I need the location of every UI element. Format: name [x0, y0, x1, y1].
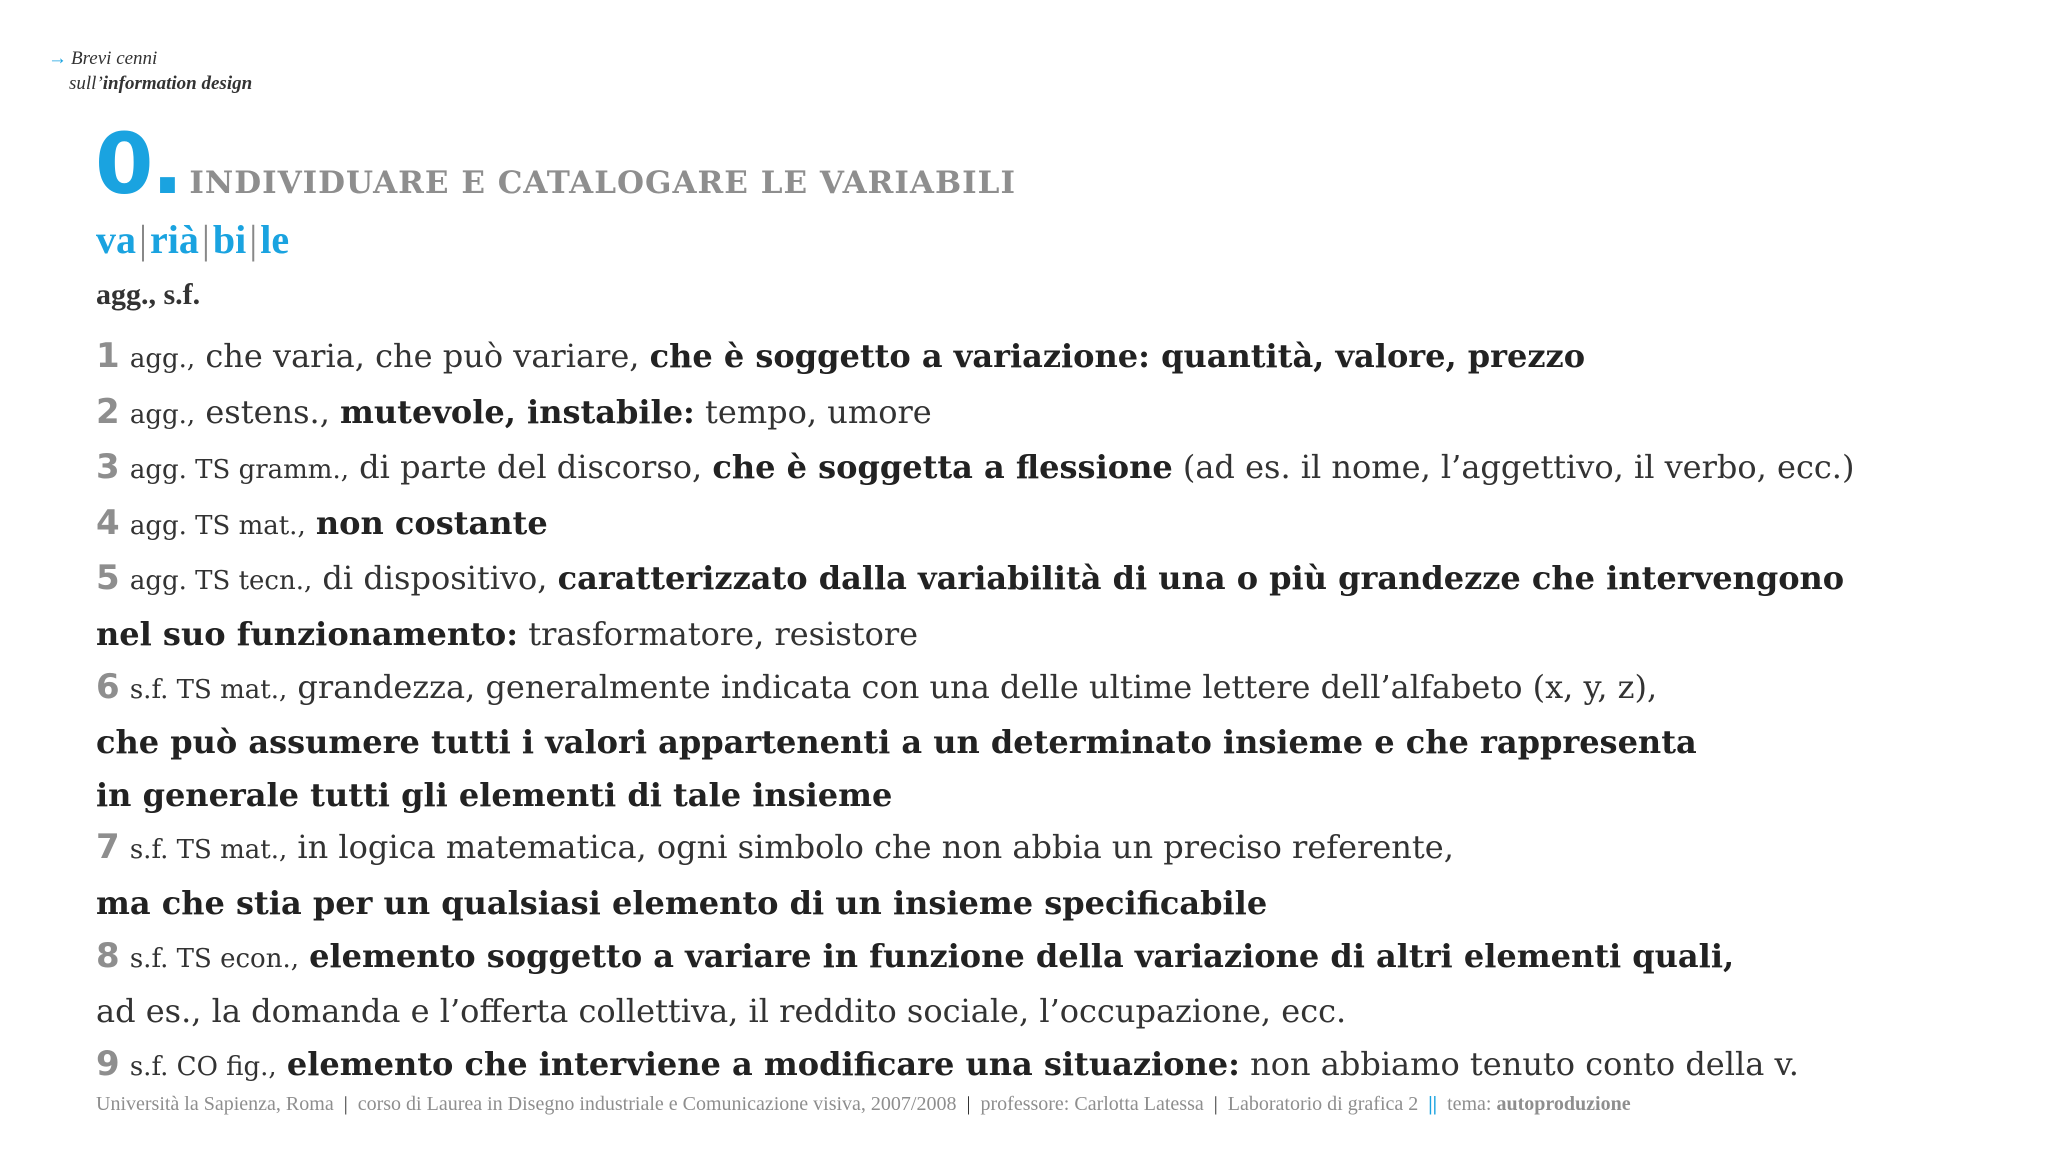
footer-university: Università la Sapienza, Roma: [96, 1093, 334, 1115]
definition-bold-text: che può assumere tutti i valori appartenenti a un determinato insieme e che rappresenta: [96, 723, 1697, 762]
definition-abbr: agg.,: [129, 344, 196, 374]
breadcrumb-prefix: sull’: [69, 73, 103, 94]
definition-item: [96, 930, 2016, 986]
definition-text: tempo, umore: [694, 392, 932, 431]
syllable: le: [260, 217, 290, 262]
syllable: rià: [150, 217, 199, 262]
definition-continuation: [96, 769, 2016, 822]
footer: Università la Sapienza, Roma | corso di Laurea in Disegno industriale e Comunicazione visiva, 2007/2008 | professore: Carlotta Latessa | Laboratorio di grafica 2 || tema: autoproduzione: [96, 1093, 1631, 1115]
definition-bold-text: in generale tutti gli elementi di tale insieme: [96, 775, 893, 814]
definition-item: [96, 441, 2016, 497]
breadcrumb: [48, 46, 252, 96]
definition-number: 6: [96, 666, 120, 707]
definition-bold-text: che è soggetto a variazione: quantità, valore, prezzo: [649, 337, 1586, 375]
footer-theme-value: autoproduzione: [1496, 1093, 1631, 1115]
definition-bold-text: non costante: [315, 503, 548, 542]
definition-number: 9: [96, 1043, 120, 1084]
definition-item: [96, 821, 2016, 877]
definition-text: che varia, che può variare,: [195, 337, 650, 375]
definition-text: (ad es. il nome, l’aggettivo, il verbo, ecc.): [1172, 448, 1855, 487]
definitions-list: [96, 330, 2016, 1093]
footer-professor: professore: Carlotta Latessa: [980, 1093, 1204, 1115]
word-syllables: va|rià|bi|le: [96, 217, 290, 262]
definition-abbr: agg. TS tecn.,: [129, 566, 313, 597]
definition-continuation: [96, 608, 2016, 661]
footer-course: corso di Laurea in Disegno industriale e Comunicazione visiva, 2007/2008: [357, 1093, 957, 1115]
definition-item: [96, 330, 2016, 386]
definition-abbr: agg.,: [129, 399, 196, 430]
definition-abbr: s.f. TS econ.,: [129, 943, 299, 974]
definition-text: trasformatore, resistore: [518, 614, 919, 653]
definition-text: estens.,: [195, 392, 341, 431]
syllable: va: [96, 217, 136, 262]
definition-abbr: s.f. CO fig.,: [129, 1051, 277, 1082]
definition-item: [96, 497, 2016, 553]
definition-text: [306, 504, 316, 542]
breadcrumb-bold: information design: [102, 73, 253, 94]
footer-theme-label: tema:: [1447, 1093, 1492, 1115]
definition-abbr: s.f. TS mat.,: [129, 674, 288, 705]
definition-number: 1: [96, 336, 120, 376]
definition-number: 8: [96, 935, 120, 976]
definition-item: [96, 552, 2016, 608]
definition-text: [277, 1045, 287, 1083]
definition-bold-text: che è soggetta a flessione: [712, 448, 1173, 487]
definition-bold-text: elemento che interviene a modificare una situazione:: [286, 1044, 1240, 1083]
section-number: 0.: [95, 115, 182, 213]
part-of-speech: agg., s.f.: [96, 278, 201, 311]
definition-abbr: s.f. TS mat.,: [129, 835, 288, 866]
definition-number: 2: [96, 391, 120, 432]
definition-bold-text: elemento soggetto a variare in funzione della variazione di altri elementi quali,: [309, 936, 1735, 975]
definition-bold-text: caratterizzato dalla variabilità di una o più grandezze che intervengono: [557, 559, 1845, 598]
breadcrumb-line1: Brevi cenni: [71, 48, 158, 69]
definition-bold-text: ma che stia per un qualsiasi elemento di un insieme specificabile: [96, 883, 1268, 922]
definition-text: di dispositivo,: [312, 559, 558, 598]
section-heading: [95, 115, 1016, 213]
definition-number: 3: [96, 447, 120, 488]
definition-bold-text: mutevole, instabile:: [340, 392, 695, 431]
definition-text: non abbiamo tenuto conto della v.: [1239, 1044, 1799, 1083]
section-title: INDIVIDUARE E CATALOGARE LE VARIABILI: [189, 165, 1016, 201]
footer-lab: Laboratorio di grafica 2: [1227, 1093, 1419, 1115]
definition-abbr: agg. TS mat.,: [129, 510, 306, 541]
syllable: bi: [212, 217, 247, 262]
definition-text: [299, 937, 309, 975]
definition-number: 7: [96, 827, 120, 868]
definition-continuation: [96, 877, 2016, 930]
definition-text: grandezza, generalmente indicata con una delle ultime lettere dell’alfabeto (x, y, z),: [287, 667, 1658, 706]
definition-number: 5: [96, 558, 120, 599]
definition-continuation: [96, 716, 2016, 769]
definition-continuation: [96, 985, 2016, 1038]
definition-item: [96, 386, 2016, 442]
definition-item: [96, 1038, 2016, 1094]
definition-number: 4: [96, 502, 120, 543]
definition-item: [96, 661, 2016, 717]
arrow-right-icon: →: [48, 48, 67, 69]
definition-text: in logica matematica, ogni simbolo che non abbia un preciso referente,: [287, 828, 1454, 867]
definition-abbr: agg. TS gramm.,: [129, 455, 349, 486]
definition-text: di parte del discorso,: [349, 448, 713, 487]
definition-bold-text: nel suo funzionamento:: [96, 614, 519, 653]
definition-text: ad es., la domanda e l’offerta collettiva, il reddito sociale, l’occupazione, ecc.: [96, 992, 1347, 1031]
